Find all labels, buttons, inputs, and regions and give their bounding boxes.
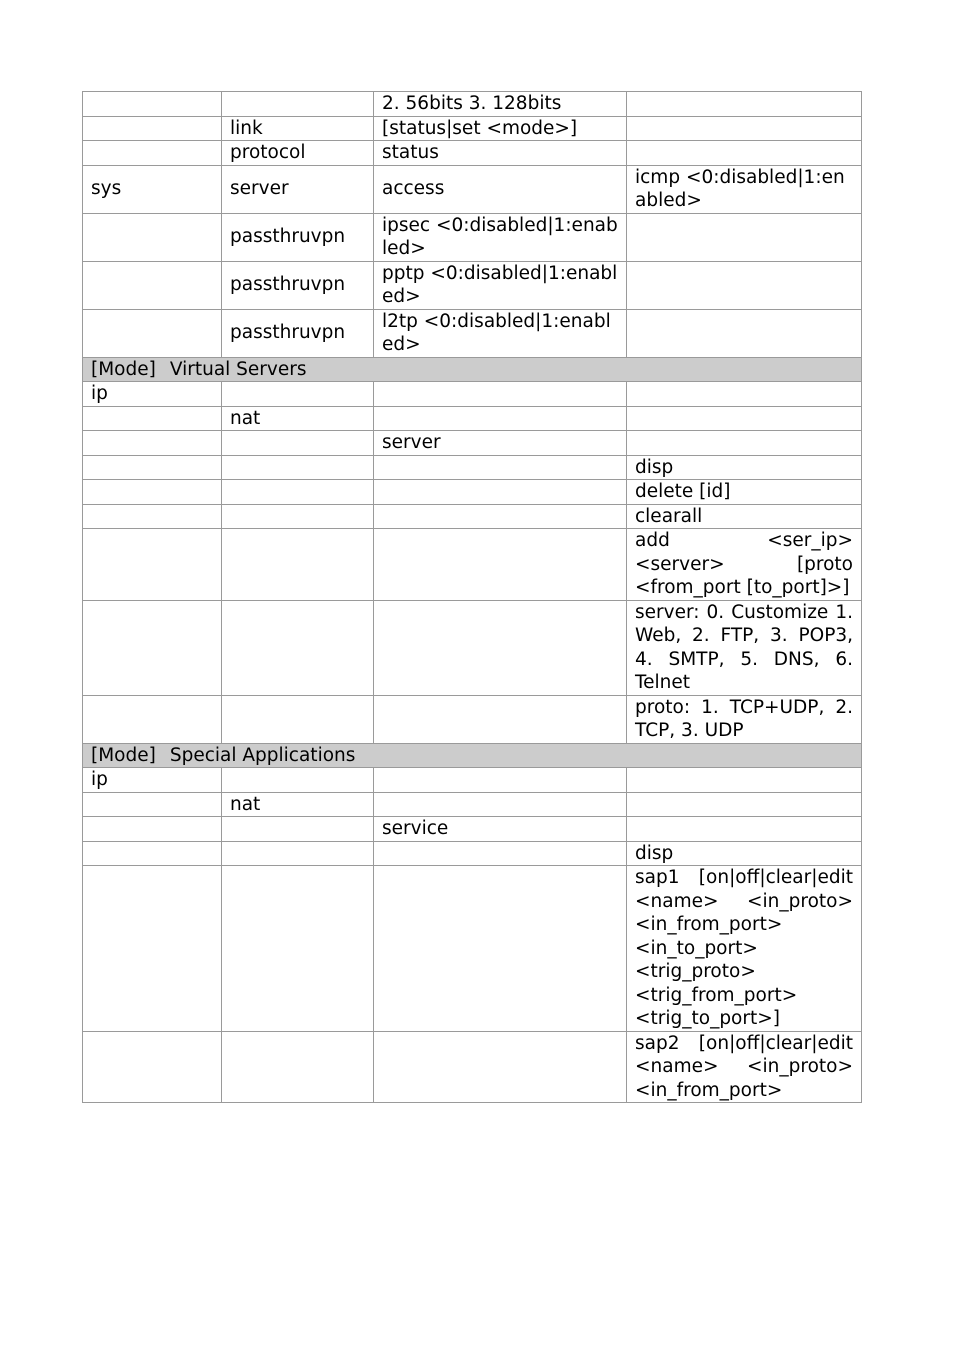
command-level-1-cell (83, 529, 222, 601)
command-level-3-cell: [status|set <mode>] (374, 116, 627, 141)
table-row (83, 866, 862, 1032)
command-level-1-cell (83, 841, 222, 866)
command-level-3-cell: 2. 56bits 3. 128bits (374, 92, 627, 117)
command-level-1-cell (83, 866, 222, 1032)
command-level-4-cell (627, 92, 862, 117)
command-level-4-cell: server: 0. Customize 1. Web, 2. FTP, 3. POP3, 4. SMTP, 5. DNS, 6. Telnet (627, 600, 862, 695)
table-row (83, 309, 862, 357)
table-row (83, 92, 862, 117)
command-level-3-cell (374, 600, 627, 695)
command-level-4-cell (627, 261, 862, 309)
command-level-2-cell: passthruvpn (222, 309, 374, 357)
command-level-4-cell (627, 382, 862, 407)
command-level-3-cell (374, 768, 627, 793)
command-level-1-cell (83, 261, 222, 309)
command-level-1-cell: ip (83, 382, 222, 407)
table-row (83, 1031, 862, 1103)
command-level-2-cell (222, 1031, 374, 1103)
command-reference-table (82, 91, 862, 1103)
command-level-3-cell (374, 1031, 627, 1103)
command-level-4-cell: icmp <0:disabled|1:enabled> (627, 165, 862, 213)
command-level-4-cell: delete [id] (627, 480, 862, 505)
command-level-1-cell (83, 406, 222, 431)
command-level-1-cell (83, 309, 222, 357)
command-level-4-cell (627, 431, 862, 456)
command-level-2-cell (222, 529, 374, 601)
table-row (83, 116, 862, 141)
table-row (83, 141, 862, 166)
command-level-1-cell (83, 455, 222, 480)
command-level-1-cell (83, 817, 222, 842)
command-level-1-cell (83, 600, 222, 695)
command-level-4-cell (627, 141, 862, 166)
command-level-4-cell: sap2 [on|off|clear|edit <name> <in_proto> <in_from_port> (627, 1031, 862, 1103)
mode-label: [Mode] (91, 744, 156, 766)
command-level-2-cell (222, 600, 374, 695)
command-level-2-cell (222, 382, 374, 407)
command-level-3-cell (374, 695, 627, 743)
table-row (83, 529, 862, 601)
command-level-2-cell: passthruvpn (222, 213, 374, 261)
command-level-3-cell: l2tp <0:disabled|1:enabled> (374, 309, 627, 357)
command-level-2-cell: protocol (222, 141, 374, 166)
command-level-2-cell (222, 431, 374, 456)
mode-header-row (83, 357, 862, 382)
command-level-2-cell (222, 695, 374, 743)
table-row (83, 261, 862, 309)
table-row (83, 213, 862, 261)
table-row (83, 792, 862, 817)
command-level-3-cell (374, 529, 627, 601)
command-level-2-cell (222, 455, 374, 480)
command-level-4-cell: proto: 1. TCP+UDP, 2. TCP, 3. UDP (627, 695, 862, 743)
command-level-1-cell (83, 1031, 222, 1103)
table-row (83, 841, 862, 866)
table-row (83, 695, 862, 743)
command-level-2-cell (222, 817, 374, 842)
command-level-4-cell: disp (627, 841, 862, 866)
command-level-3-cell: pptp <0:disabled|1:enabled> (374, 261, 627, 309)
table-row (83, 504, 862, 529)
command-level-3-cell (374, 866, 627, 1032)
command-level-2-cell (222, 480, 374, 505)
command-level-4-cell: add <ser_ip> <server> [proto <from_port [to_port]>] (627, 529, 862, 601)
mode-title: Special Applications (169, 744, 356, 766)
command-level-1-cell (83, 141, 222, 166)
table-row (83, 600, 862, 695)
mode-header-row (83, 743, 862, 768)
command-level-2-cell: nat (222, 406, 374, 431)
command-level-4-cell: sap1 [on|off|clear|edit <name> <in_proto> <in_from_port> <in_to_port> <trig_proto> <trig_from_port> <trig_to_port>] (627, 866, 862, 1032)
command-level-4-cell (627, 792, 862, 817)
command-level-4-cell (627, 406, 862, 431)
command-level-2-cell (222, 841, 374, 866)
command-level-3-cell (374, 480, 627, 505)
command-level-2-cell: passthruvpn (222, 261, 374, 309)
command-level-3-cell: service (374, 817, 627, 842)
command-level-1-cell (83, 116, 222, 141)
command-level-4-cell: disp (627, 455, 862, 480)
mode-title: Virtual Servers (169, 358, 307, 380)
command-level-3-cell (374, 406, 627, 431)
command-level-2-cell: nat (222, 792, 374, 817)
command-level-1-cell: ip (83, 768, 222, 793)
command-level-3-cell (374, 504, 627, 529)
mode-label: [Mode] (91, 358, 156, 380)
command-level-4-cell (627, 817, 862, 842)
command-level-1-cell (83, 92, 222, 117)
mode-header-cell (83, 357, 862, 382)
command-level-3-cell (374, 382, 627, 407)
command-level-1-cell (83, 504, 222, 529)
command-level-1-cell: sys (83, 165, 222, 213)
command-level-1-cell (83, 213, 222, 261)
command-level-4-cell (627, 768, 862, 793)
table-row (83, 768, 862, 793)
command-level-2-cell (222, 866, 374, 1032)
table-row (83, 406, 862, 431)
command-level-3-cell: server (374, 431, 627, 456)
command-level-2-cell (222, 768, 374, 793)
command-level-3-cell (374, 455, 627, 480)
mode-header-cell (83, 743, 862, 768)
command-level-1-cell (83, 792, 222, 817)
command-level-1-cell (83, 695, 222, 743)
table-row (83, 480, 862, 505)
command-level-2-cell (222, 92, 374, 117)
command-level-2-cell (222, 504, 374, 529)
command-level-3-cell: access (374, 165, 627, 213)
table-row (83, 455, 862, 480)
table-row (83, 165, 862, 213)
command-level-2-cell: link (222, 116, 374, 141)
command-level-1-cell (83, 480, 222, 505)
command-level-1-cell (83, 431, 222, 456)
command-level-3-cell: status (374, 141, 627, 166)
command-level-4-cell: clearall (627, 504, 862, 529)
table-row (83, 382, 862, 407)
table-row (83, 817, 862, 842)
command-level-4-cell (627, 309, 862, 357)
command-level-4-cell (627, 116, 862, 141)
command-level-3-cell (374, 841, 627, 866)
table-row (83, 431, 862, 456)
command-level-4-cell (627, 213, 862, 261)
command-level-3-cell (374, 792, 627, 817)
command-level-3-cell: ipsec <0:disabled|1:enabled> (374, 213, 627, 261)
command-level-2-cell: server (222, 165, 374, 213)
